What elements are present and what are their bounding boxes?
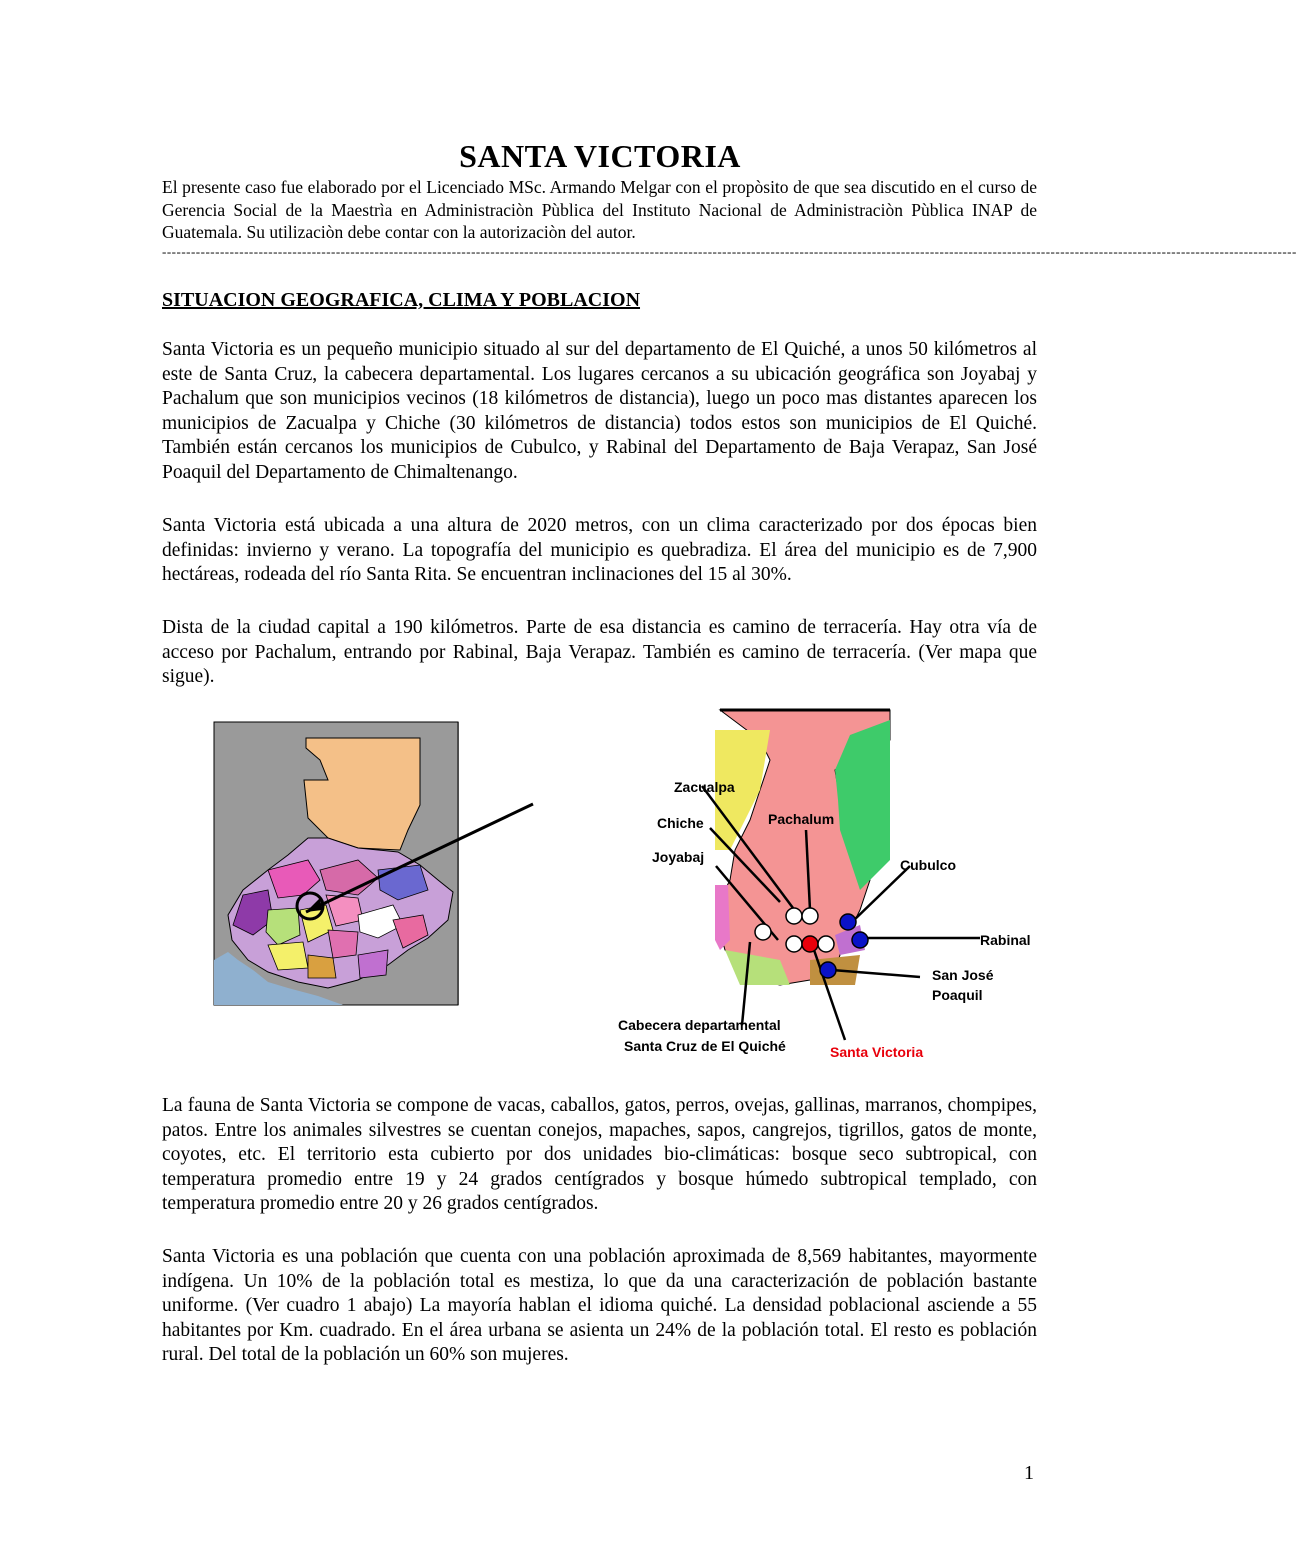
guatemala-map-figure <box>208 720 548 1010</box>
paragraph-population: Santa Victoria es una población que cuenta con una población aproximada de 8,569 habitantes, mayormente indígena. Un 10% de la población total es mestiza, lo que da una caracterización de población bastante uniforme. (Ver cuadro 1 abajo) La mayoría hablan el idioma quiché. La densidad poblacional asciende a 55 habitantes por Km. cuadrado. En el área urbana se asienta un 24% de la población total. El resto es población rural. Del total de la población un 60% son mujeres. <box>162 1246 1037 1365</box>
marker-pachalum <box>802 908 818 924</box>
label-chiche: Chiche <box>657 815 704 831</box>
label-cubulco: Cubulco <box>900 857 956 873</box>
paragraph-access: Dista de la ciudad capital a 190 kilómetros. Parte de esa distancia es camino de terracería. Hay otra vía de acceso por Pachalum, entrando por Rabinal, Baja Verapaz. También es camino de terracería. (Ver mapa que sigue). <box>162 617 1037 687</box>
marker-cubulco <box>840 914 856 930</box>
marker-santa-victoria <box>802 936 818 952</box>
label-san-jose: San José <box>932 967 994 983</box>
marker-san-jose <box>820 962 836 978</box>
label-joyabaj: Joyabaj <box>652 849 705 865</box>
label-santa-victoria: Santa Victoria <box>830 1044 924 1060</box>
marker-rabinal <box>852 932 868 948</box>
marker-joyabaj <box>755 924 771 940</box>
label-cabecera-line2: Santa Cruz de El Quiché <box>624 1038 786 1054</box>
paragraph-location: Santa Victoria es un pequeño municipio situado al sur del departamento de El Quiché, a unos 50 kilómetros al este de Santa Cruz, la cabecera departamental. Los lugares cercanos a su ubicación geográfica son Joyabaj y Pachalum que son municipios vecinos (18 kilómetros de distancia), luego un poco mas distantes aparecen los municipios de Zacualpa y Chiche (30 kilómetros de distancia) todos estos son municipios de El Quiché. También están cercanos los municipios de Cubulco, y Rabinal del Departamento de Baja Verapaz, San José Poaquil del Departamento de Chimaltenango. <box>162 339 1037 483</box>
document-title: SANTA VICTORIA <box>459 138 741 174</box>
paragraph-climate: Santa Victoria está ubicada a una altura de 2020 metros, con un clima caracterizado por dos épocas bien definidas: invierno y verano. La topografía del municipio es quebradiza. El área del municipio es de 7,900 hectáreas, rodeada del río Santa Rita. Se encuentran inclinaciones del 15 al 30%. <box>162 515 1037 585</box>
label-rabinal: Rabinal <box>980 932 1031 948</box>
label-pachalum: Pachalum <box>768 811 835 827</box>
paragraph-fauna: La fauna de Santa Victoria se compone de vacas, caballos, gatos, perros, ovejas, gallinas, marranos, chompipes, patos. Entre los animales silvestres se cuentan conejos, mapaches, sapos, cangrejos, tigrillos, gatos de monte, coyotes, etc. El territorio esta cubierto por dos unidades bio-climáticas: bosque seco subtropical, con temperatura promedio entre 19 y 24 grados centígrados y bosque húmedo subtropical templado, con temperatura promedio entre 20 y 26 grados centígrados. <box>162 1095 1037 1214</box>
section-heading: SITUACION GEOGRAFICA, CLIMA Y POBLACION <box>162 289 641 311</box>
separator-line: ------------------------------------------------------------------------------------------------------------------------------------------------------------------------------------------------------------------------------------------- <box>162 244 1297 259</box>
label-cabecera-line1: Cabecera departamental <box>618 1017 781 1033</box>
label-poaquil: Poaquil <box>932 987 983 1003</box>
marker-cabecera <box>818 936 834 952</box>
label-zacualpa: Zacualpa <box>674 779 735 795</box>
marker-zacualpa <box>786 908 802 924</box>
regional-map-figure <box>610 710 1060 1070</box>
totonicapan-region <box>715 885 730 950</box>
page-number: 1 <box>1024 1462 1034 1484</box>
intro-note: El presente caso fue elaborado por el Licenciado MSc. Armando Melgar con el propòsito de que sea discutido en el curso de Gerencia Social de la Maestrìa en Administraciòn Pùblica del Instituto Nacional de Administraciòn Pùblica INAP de Guatemala. Su utilizaciòn debe contar con la autorizaciòn del autor. <box>162 177 1037 242</box>
marker-chiche <box>786 936 802 952</box>
